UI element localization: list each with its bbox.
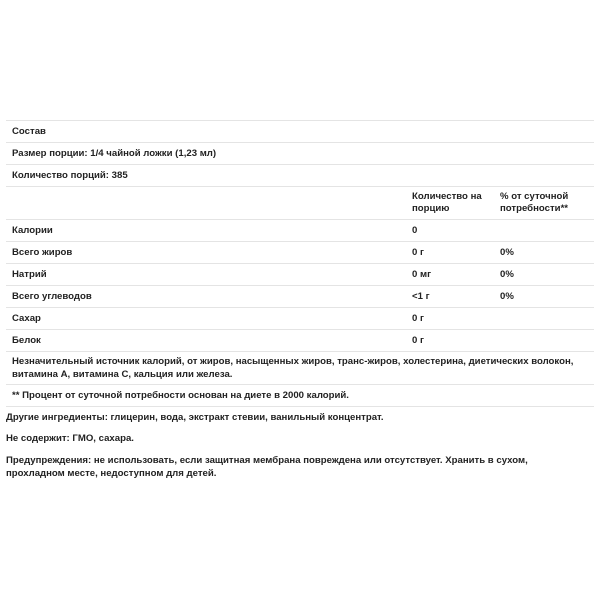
nutrient-name: Калории [6, 220, 406, 242]
column-header-amount: Количество на порцию [406, 187, 494, 220]
servings-row [6, 165, 594, 187]
does-not-contain: Не содержит: ГМО, сахара. [6, 433, 134, 444]
nutrient-amount: <1 г [406, 286, 494, 308]
nutrient-name: Белок [6, 330, 406, 352]
table-row [6, 286, 594, 308]
nutrient-amount: 0 г [406, 242, 494, 264]
nutrient-amount: 0 мг [406, 264, 494, 286]
serving-size-row [6, 143, 594, 165]
title-row [6, 121, 594, 143]
insignificant-source-note: Незначительный источник калорий, от жиров, насыщенных жиров, транс-жиров, холестерина, диетических волокон, витамина А, витамина С, кальция или железа. [6, 352, 594, 385]
nutrient-name: Всего углеводов [6, 286, 406, 308]
table-row [6, 308, 594, 330]
nutrient-amount: 0 г [406, 330, 494, 352]
supplement-facts-table [6, 120, 594, 407]
table-row [6, 330, 594, 352]
table-row [6, 242, 594, 264]
serving-size: Размер порции: 1/4 чайной ложки (1,23 мл) [6, 143, 594, 165]
table-row [6, 264, 594, 286]
nutrient-daily-value: 0% [494, 242, 594, 264]
nutrient-name: Натрий [6, 264, 406, 286]
nutrient-daily-value [494, 308, 594, 330]
nutrient-name: Всего жиров [6, 242, 406, 264]
column-header-row [6, 187, 594, 220]
daily-value-basis-row [6, 385, 594, 407]
nutrient-amount: 0 [406, 220, 494, 242]
servings-per-container: Количество порций: 385 [6, 165, 594, 187]
daily-value-basis-note: ** Процент от суточной потребности основан на диете в 2000 калорий. [6, 385, 594, 407]
table-row [6, 220, 594, 242]
nutrient-daily-value [494, 330, 594, 352]
other-ingredients: Другие ингредиенты: глицерин, вода, экстракт стевии, ванильный концентрат. [6, 412, 384, 423]
nutrient-daily-value [494, 220, 594, 242]
column-header-daily-value: % от суточной потребности** [494, 187, 594, 220]
insignificant-source-row [6, 352, 594, 385]
nutrient-daily-value: 0% [494, 264, 594, 286]
nutrient-daily-value: 0% [494, 286, 594, 308]
warnings: Предупреждения: не использовать, если защитная мембрана повреждена или отсутствует. Хранить в сухом, прохладном месте, недоступном для детей. [6, 455, 528, 479]
nutrient-name: Сахар [6, 308, 406, 330]
nutrient-amount: 0 г [406, 308, 494, 330]
table-title: Состав [6, 121, 594, 143]
column-header-blank [6, 187, 406, 220]
